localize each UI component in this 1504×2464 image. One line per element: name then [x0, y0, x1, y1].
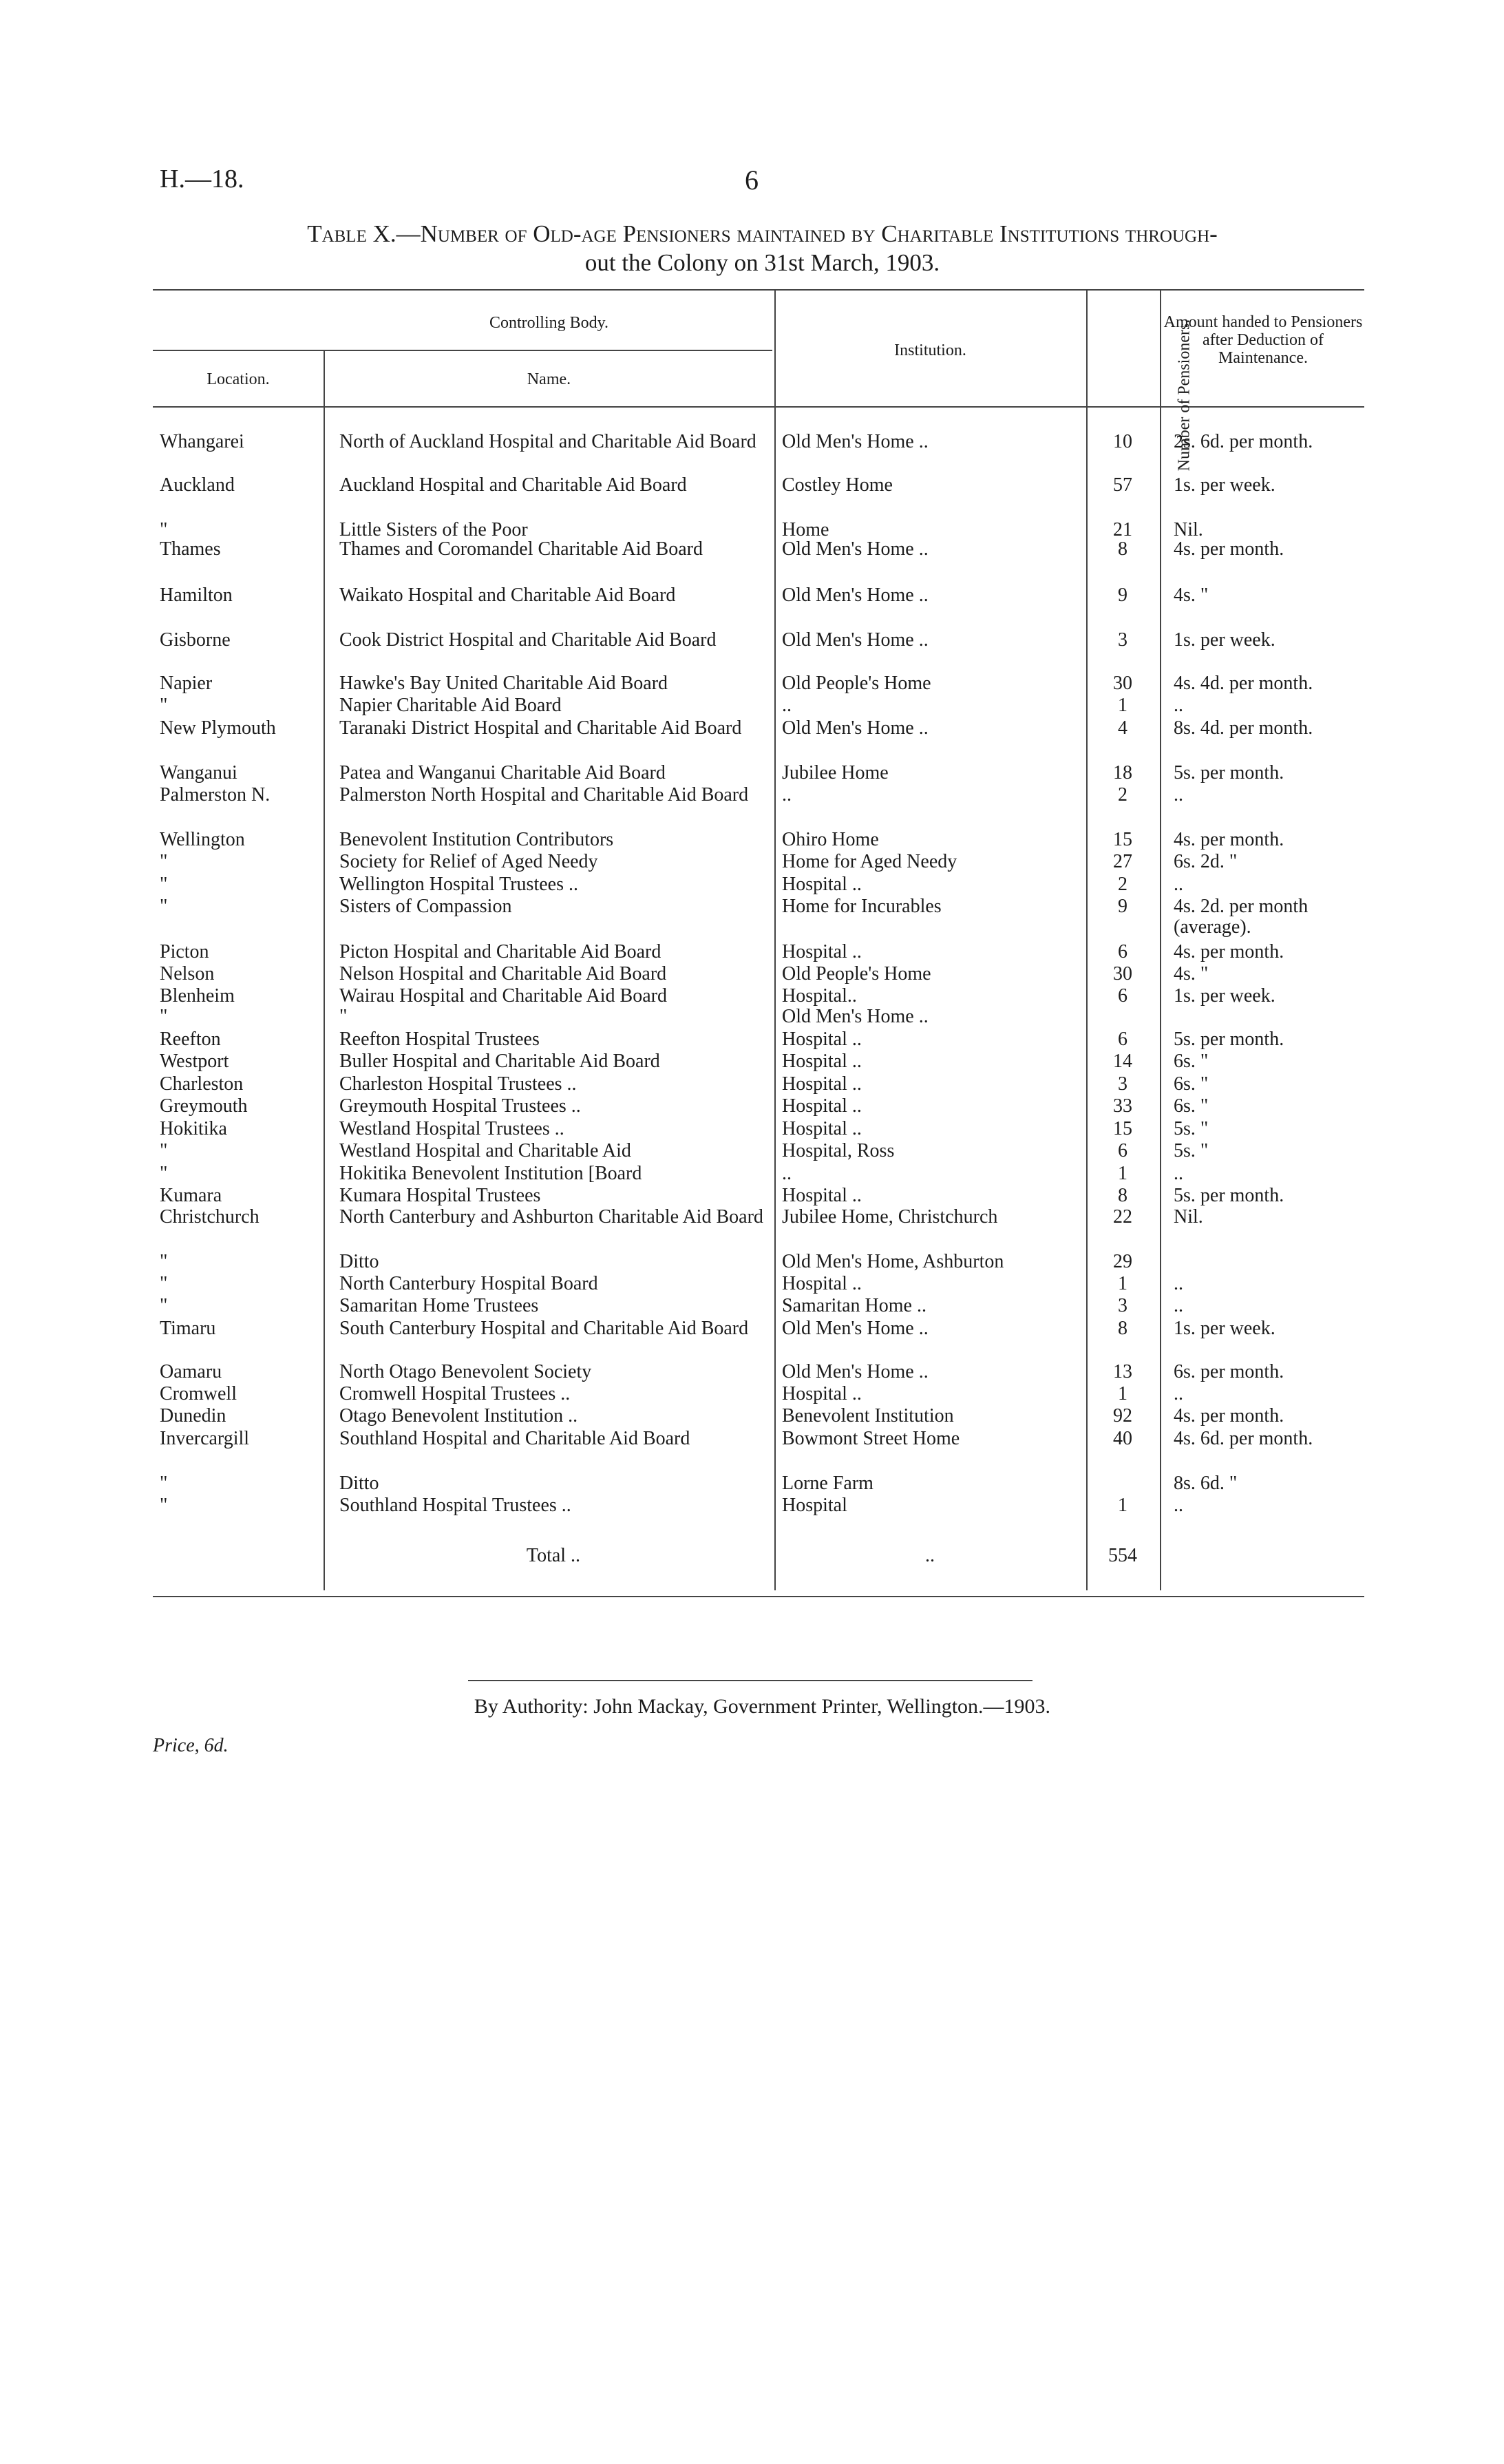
header-amount: Amount handed to Pensioners after Deduction of Maintenance.	[1163, 313, 1363, 367]
row-name: Hokitika Benevolent Institution [Board	[339, 1163, 642, 1184]
printer-authority: By Authority: John Mackay, Government Printer, Wellington.—1903.	[474, 1695, 1051, 1718]
row-institution: Hospital, Ross	[782, 1140, 895, 1161]
row-number: 8	[1118, 1185, 1127, 1206]
row-institution: Hospital	[782, 1495, 847, 1516]
row-institution: Hospital ..	[782, 1383, 862, 1404]
row-amount: 4s. 2d. per month (average).	[1174, 896, 1309, 938]
row-institution: Hospital ..	[782, 1051, 862, 1072]
row-location: "	[160, 1163, 168, 1184]
row-number: 10	[1113, 431, 1132, 452]
row-number: 57	[1113, 474, 1132, 496]
row-name: Nelson Hospital and Charitable Aid Board	[339, 963, 667, 984]
row-amount: 4s. 4d. per month.	[1174, 673, 1313, 694]
row-location: "	[160, 1006, 168, 1027]
row-location: Auckland	[160, 474, 235, 496]
row-location: Oamaru	[160, 1361, 222, 1382]
row-amount: ..	[1174, 874, 1183, 895]
row-amount: 5s. per month.	[1174, 1185, 1284, 1206]
row-institution: Costley Home	[782, 474, 893, 496]
row-location: Kumara	[160, 1185, 222, 1206]
row-location: Cromwell	[160, 1383, 237, 1404]
row-institution: Old People's Home	[782, 963, 931, 984]
row-number: 9	[1118, 896, 1127, 917]
row-institution: Old Men's Home ..	[782, 1361, 929, 1382]
row-location: Picton	[160, 941, 209, 962]
row-number: 30	[1113, 963, 1132, 984]
row-institution: Hospital ..	[782, 1029, 862, 1050]
row-amount: 6s. "	[1174, 1095, 1209, 1117]
row-location: Gisborne	[160, 629, 231, 651]
total-label: Total ..	[526, 1545, 581, 1566]
row-institution: Hospital ..	[782, 1185, 862, 1206]
row-location: Greymouth	[160, 1095, 248, 1117]
number-divider	[1160, 289, 1161, 1590]
row-location: Thames	[160, 538, 221, 560]
header-name: Name.	[527, 370, 571, 388]
table-bottom-rule	[153, 1596, 1364, 1597]
row-institution: Hospital..	[782, 985, 857, 1007]
row-institution: ..	[782, 1163, 792, 1184]
row-name: Otago Benevolent Institution ..	[339, 1405, 578, 1426]
row-amount: 4s. per month.	[1174, 941, 1284, 962]
row-institution: Old Men's Home ..	[782, 629, 929, 651]
row-name: Palmerston North Hospital and Charitable Aid Board	[339, 784, 749, 805]
page-number: 6	[745, 165, 759, 196]
row-amount: 8s. 6d. "	[1174, 1473, 1238, 1494]
row-amount: 6s. per month.	[1174, 1361, 1284, 1382]
row-name: Thames and Coromandel Charitable Aid Board	[339, 538, 703, 560]
row-number: 3	[1118, 1295, 1127, 1316]
row-location: Invercargill	[160, 1428, 250, 1449]
row-name: South Canterbury Hospital and Charitable Aid Board	[339, 1318, 749, 1339]
row-number: 2	[1118, 784, 1127, 805]
row-number: 13	[1113, 1361, 1132, 1382]
row-institution: Old Men's Home ..	[782, 1006, 929, 1027]
row-amount: Nil.	[1174, 519, 1203, 540]
row-amount: ..	[1174, 784, 1183, 805]
row-amount: 2s. 6d. per month.	[1174, 431, 1313, 452]
row-location: Dunedin	[160, 1405, 226, 1426]
row-number: 14	[1113, 1051, 1132, 1072]
row-institution: Home	[782, 519, 829, 540]
price-note: Price, 6d.	[153, 1735, 229, 1756]
row-location: Blenheim	[160, 985, 235, 1007]
header-institution: Institution.	[894, 341, 966, 359]
row-location: Wanganui	[160, 762, 237, 783]
total-number: 554	[1108, 1545, 1137, 1566]
row-location: New Plymouth	[160, 717, 276, 739]
row-amount: 8s. 4d. per month.	[1174, 717, 1313, 739]
row-name: Westland Hospital Trustees ..	[339, 1118, 564, 1139]
row-number: 1	[1118, 1273, 1127, 1294]
row-name: Southland Hospital and Charitable Aid Board	[339, 1428, 690, 1449]
row-name: Buller Hospital and Charitable Aid Board	[339, 1051, 660, 1072]
row-name: Little Sisters of the Poor	[339, 519, 528, 540]
row-amount: ..	[1174, 695, 1183, 716]
row-name: Sisters of Compassion	[339, 896, 512, 917]
row-name: Hawke's Bay United Charitable Aid Board	[339, 673, 668, 694]
row-name: Southland Hospital Trustees ..	[339, 1495, 571, 1516]
row-location: "	[160, 896, 168, 917]
row-location: "	[160, 1251, 168, 1272]
row-number: 40	[1113, 1428, 1132, 1449]
row-number: 30	[1113, 673, 1132, 694]
row-institution: Old Men's Home ..	[782, 431, 929, 452]
row-name: Wairau Hospital and Charitable Aid Board	[339, 985, 667, 1007]
row-location: "	[160, 874, 168, 895]
row-number: 6	[1118, 941, 1127, 962]
row-name: Picton Hospital and Charitable Aid Board	[339, 941, 661, 962]
row-amount: 5s. "	[1174, 1118, 1209, 1139]
row-number: 2	[1118, 874, 1127, 895]
page-header-left: H.—18.	[160, 165, 244, 193]
row-institution: Samaritan Home ..	[782, 1295, 926, 1316]
row-institution: Old Men's Home ..	[782, 538, 929, 560]
row-name: Napier Charitable Aid Board	[339, 695, 562, 716]
table-title-line-1: Table X.—Number of Old-age Pensioners maintained by Charitable Institutions through-	[307, 220, 1218, 247]
row-name: North Canterbury and Ashburton Charitable Aid Board	[339, 1206, 763, 1228]
row-number: 9	[1118, 585, 1127, 606]
top-rule	[153, 289, 1364, 291]
row-institution: Jubilee Home, Christchurch	[782, 1206, 998, 1228]
table-title-line-2: out the Colony on 31st March, 1903.	[584, 249, 940, 276]
row-institution: Old Men's Home, Ashburton	[782, 1251, 1004, 1272]
row-name: Wellington Hospital Trustees ..	[339, 874, 578, 895]
row-location: "	[160, 1473, 168, 1494]
row-amount: 1s. per week.	[1174, 985, 1275, 1007]
row-institution: Hospital ..	[782, 1073, 862, 1095]
row-institution: Jubilee Home	[782, 762, 889, 783]
row-institution: Home for Aged Needy	[782, 851, 957, 872]
row-number: 4	[1118, 717, 1127, 739]
row-number: 6	[1118, 1140, 1127, 1161]
row-amount: 1s. per week.	[1174, 629, 1275, 651]
row-number: 27	[1113, 851, 1132, 872]
row-number: 18	[1113, 762, 1132, 783]
row-number: 6	[1118, 985, 1127, 1007]
row-amount: 1s. per week.	[1174, 474, 1275, 496]
row-amount: 6s. 2d. "	[1174, 851, 1238, 872]
row-number: 15	[1113, 829, 1132, 850]
row-location: "	[160, 851, 168, 872]
row-name: Patea and Wanganui Charitable Aid Board	[339, 762, 666, 783]
row-institution: ..	[782, 784, 792, 805]
row-amount: 6s. "	[1174, 1073, 1209, 1095]
row-name: Cook District Hospital and Charitable Aid Board	[339, 629, 717, 651]
row-name: Ditto	[339, 1473, 379, 1494]
row-location: "	[160, 1273, 168, 1294]
row-name: Reefton Hospital Trustees	[339, 1029, 540, 1050]
row-institution: Old Men's Home ..	[782, 717, 929, 739]
header-location: Location.	[206, 370, 270, 388]
controlling-body-rule	[153, 350, 772, 351]
row-location: "	[160, 1140, 168, 1161]
row-name: Society for Relief of Aged Needy	[339, 851, 598, 872]
row-number: 1	[1118, 1495, 1127, 1516]
row-location: "	[160, 1495, 168, 1516]
row-number: 1	[1118, 1383, 1127, 1404]
row-number: 6	[1118, 1029, 1127, 1050]
row-institution: Old Men's Home ..	[782, 1318, 929, 1339]
row-location: Westport	[160, 1051, 229, 1072]
row-name: Westland Hospital and Charitable Aid	[339, 1140, 631, 1161]
row-amount: 1s. per week.	[1174, 1318, 1275, 1339]
row-location: Reefton	[160, 1029, 221, 1050]
row-institution: Hospital ..	[782, 1118, 862, 1139]
row-location: Charleston	[160, 1073, 244, 1095]
row-amount: 4s. 6d. per month.	[1174, 1428, 1313, 1449]
row-amount: 6s. "	[1174, 1051, 1209, 1072]
row-number: 33	[1113, 1095, 1132, 1117]
row-location: Napier	[160, 673, 213, 694]
row-institution: Benevolent Institution	[782, 1405, 954, 1426]
row-institution: Lorne Farm	[782, 1473, 873, 1494]
row-number: 8	[1118, 1318, 1127, 1339]
row-institution: Hospital ..	[782, 1273, 862, 1294]
row-name: Kumara Hospital Trustees	[339, 1185, 541, 1206]
row-name: Cromwell Hospital Trustees ..	[339, 1383, 571, 1404]
row-institution: Hospital ..	[782, 1095, 862, 1117]
row-institution: Old Men's Home ..	[782, 585, 929, 606]
row-amount: ..	[1174, 1163, 1183, 1184]
row-amount: 4s. "	[1174, 585, 1209, 606]
row-name: Taranaki District Hospital and Charitable Aid Board	[339, 717, 742, 739]
row-name: Ditto	[339, 1251, 379, 1272]
row-institution: Hospital ..	[782, 874, 862, 895]
row-name: North of Auckland Hospital and Charitable Aid Board	[339, 431, 756, 452]
row-number: 1	[1118, 695, 1127, 716]
row-location: "	[160, 695, 168, 716]
row-number: 29	[1113, 1251, 1132, 1272]
footer-rule	[468, 1680, 1032, 1681]
row-location: Timaru	[160, 1318, 216, 1339]
row-name: Charleston Hospital Trustees ..	[339, 1073, 577, 1095]
row-number: 1	[1118, 1163, 1127, 1184]
row-number: 15	[1113, 1118, 1132, 1139]
row-location: Palmerston N.	[160, 784, 271, 805]
row-name: North Otago Benevolent Society	[339, 1361, 592, 1382]
row-amount: 5s. "	[1174, 1140, 1209, 1161]
row-name: Auckland Hospital and Charitable Aid Board	[339, 474, 687, 496]
header-controlling-body: Controlling Body.	[489, 314, 609, 332]
row-location: Hamilton	[160, 585, 233, 606]
row-amount: 4s. per month.	[1174, 829, 1284, 850]
row-institution: Home for Incurables	[782, 896, 942, 917]
row-name: Benevolent Institution Contributors	[339, 829, 614, 850]
row-name: Samaritan Home Trustees	[339, 1295, 539, 1316]
row-number: 3	[1118, 1073, 1127, 1095]
row-location: Christchurch	[160, 1206, 260, 1228]
institution-divider	[1086, 289, 1088, 1590]
row-number: 92	[1113, 1405, 1132, 1426]
row-institution: Ohiro Home	[782, 829, 879, 850]
row-number: 3	[1118, 629, 1127, 651]
row-location: "	[160, 1295, 168, 1316]
row-amount: 4s. per month.	[1174, 1405, 1284, 1426]
row-amount: 5s. per month.	[1174, 762, 1284, 783]
row-name: Waikato Hospital and Charitable Aid Board	[339, 585, 676, 606]
row-name: Greymouth Hospital Trustees ..	[339, 1095, 581, 1117]
row-amount: ..	[1174, 1383, 1183, 1404]
name-divider	[774, 289, 776, 1590]
row-amount: 5s. per month.	[1174, 1029, 1284, 1050]
row-institution: ..	[782, 695, 792, 716]
row-name: North Canterbury Hospital Board	[339, 1273, 598, 1294]
row-amount: 4s. "	[1174, 963, 1209, 984]
row-location: Wellington	[160, 829, 245, 850]
row-name: "	[339, 1006, 348, 1027]
row-number: 8	[1118, 538, 1127, 560]
row-location: Whangarei	[160, 431, 244, 452]
row-number: 21	[1113, 519, 1132, 540]
row-location: Hokitika	[160, 1118, 227, 1139]
location-divider	[324, 351, 325, 1590]
row-amount: 4s. per month.	[1174, 538, 1284, 560]
row-institution: Hospital ..	[782, 941, 862, 962]
total-institution: ..	[925, 1545, 935, 1566]
row-amount: ..	[1174, 1495, 1183, 1516]
row-amount: ..	[1174, 1273, 1183, 1294]
row-number: 22	[1113, 1206, 1132, 1228]
row-amount: ..	[1174, 1295, 1183, 1316]
row-institution: Old People's Home	[782, 673, 931, 694]
row-amount: Nil.	[1174, 1206, 1203, 1228]
row-institution: Bowmont Street Home	[782, 1428, 960, 1449]
row-location: Nelson	[160, 963, 215, 984]
row-location: "	[160, 519, 168, 540]
